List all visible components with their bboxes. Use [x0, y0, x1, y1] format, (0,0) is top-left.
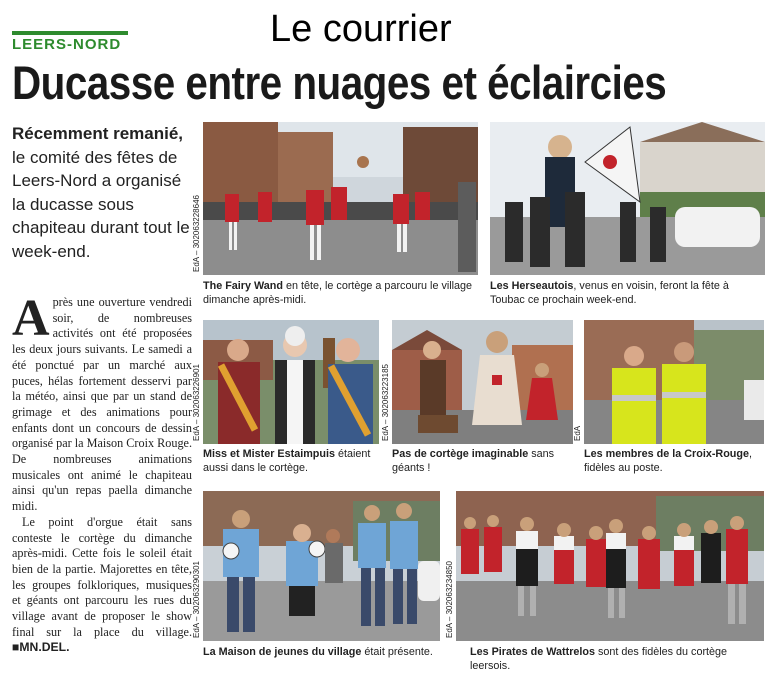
photo-croix-rouge [584, 320, 764, 444]
caption-text: , fidèles au poste. [584, 448, 753, 474]
intro-text: le comité des fêtes de Leers-Nord a organisé la ducasse sous chapiteau durant tout le week-end. [12, 147, 190, 261]
paragraph-1-text: près une ouverture vendredi soir, de nombreuses activités ont été proposées les deux jours suivants. Le samedi a été ponctué par un marché aux puces, hélas fortement desservi par la météo, ainsi que par un stand de grimage et des animations pour enfants dont un concours de dessin organisé par la Maison Croix Rouge. De nombreuses animations musicales ont animé le chapiteau ainsi qu'un repas paella dimanche midi. [12, 295, 192, 514]
caption-text: étaient aussi dans le cortège. [203, 448, 371, 474]
photo-pirates [456, 491, 764, 641]
caption-text: en tête, le cortège a parcouru le village dimanche après-midi. [203, 280, 473, 306]
caption-croix-rouge [584, 447, 764, 475]
photo-credit: EdA – 302063234850 [445, 561, 454, 638]
photo-credit: EdA – 302063290301 [192, 561, 201, 638]
paragraph-2-text: Le point d'orgue était sans conteste le cortège du dimanche après-midi. Cette fois le soleil était bien de la partie. Majorettes en tête, les groupes folkloriques, musiques et géants ont parcouru les rues du village avant de proposer le show final sur la place du village. [12, 514, 192, 639]
caption-giants [392, 447, 573, 475]
photo-giants [392, 320, 573, 444]
caption-maison-jeunes [203, 645, 463, 659]
caption-miss-mister [203, 447, 379, 475]
photo-majorettes [203, 122, 478, 275]
caption-bold: Les Herseautois [490, 280, 574, 292]
caption-bold: The Fairy Wand [203, 280, 283, 292]
intro [12, 122, 197, 263]
caption-pirates [470, 645, 770, 673]
article-paragraph-2 [12, 515, 192, 656]
caption-text: , venus en voisin, feront la fête à Toubac ce prochain week-end. [490, 280, 729, 306]
section-rule [12, 31, 128, 35]
photo-credit: EdA – 302063226901 [192, 364, 201, 441]
caption-bold: La Maison de jeunes du village [203, 646, 362, 658]
caption-bold: Miss et Mister Estaimpuis [203, 448, 336, 460]
caption-text: sont des fidèles du cortège leersois. [470, 646, 728, 672]
caption-text: était présente. [361, 646, 433, 658]
caption-bold: Pas de cortège imaginable [392, 448, 529, 460]
photo-miss-mister [203, 320, 379, 444]
intro-lead: Récemment remanié, [12, 124, 184, 143]
photo-herseautois [490, 122, 765, 275]
dropcap: A [12, 290, 50, 347]
photo-credit: EdA [573, 425, 582, 441]
publication-name: Le courrier [270, 8, 452, 50]
caption-text: sans géants ! [392, 448, 555, 474]
article-paragraph-1 [12, 290, 192, 515]
signature: ■MN.DEL. [12, 640, 70, 655]
caption-herseautois [490, 279, 765, 307]
caption-majorettes [203, 279, 478, 307]
caption-bold: Les Pirates de Wattrelos [470, 646, 596, 658]
photo-credit: EdA – 302063228646 [192, 195, 201, 272]
headline: Ducasse entre nuages et éclaircies [12, 56, 667, 109]
article-body [12, 290, 192, 656]
section-label: LEERS-NORD [12, 36, 122, 53]
photo-credit: EdA – 302063223185 [381, 364, 390, 441]
caption-bold: Les membres de la Croix-Rouge [584, 448, 750, 460]
photo-maison-jeunes [203, 491, 440, 641]
